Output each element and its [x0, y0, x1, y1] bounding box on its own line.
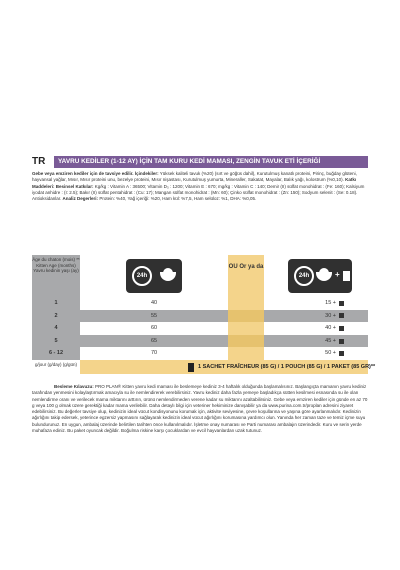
feeding-guide-label: Besleme Kılavuzu: [54, 384, 94, 389]
or-label: OU Or ya da [228, 255, 264, 297]
pouch-icon [339, 339, 344, 344]
mixed-amount-cell: 40 + [325, 325, 336, 332]
mixed-amount-cell: 45 + [325, 337, 336, 344]
mixed-food-pictogram [288, 259, 352, 293]
ingredients-label: İçindekiler: [134, 171, 159, 176]
dry-amount-cell: 55 [150, 312, 158, 319]
bowl-icon [160, 272, 176, 281]
clock-icon: 24h [294, 266, 314, 286]
pouch-icon [343, 271, 350, 281]
table-row [32, 335, 368, 348]
mixed-amount-cell: 30 + [325, 312, 336, 319]
product-title: YAVRU KEDİLER (1-12 AY) İÇİN TAM KURU KEDİ MAMASI, ZENGİN TAVUK ETİ İÇERİĞİ [54, 156, 368, 168]
pouch-icon [339, 351, 344, 356]
table-row [32, 310, 368, 323]
ingredients-lead: Gebe veya emziren kediler için de tavsiye edilir. [32, 171, 134, 176]
mixed-amount-cell: 15 + [325, 300, 336, 306]
product-header [32, 156, 368, 168]
age-cell: 6 - 12 [32, 347, 80, 360]
additives-text: Kg/kg : Vitamin A : 36500; Vitamin D₃ : 1200; Vitamin E : 670; mg/kg : Vitamin C : 140; Demir (II) sülfat monohidrat : (Fe: 160); Kalsiyum iyodat anhidre : (I: 2.5); Bakır (II) sülfat pentahidrat : (Cu: 17); Mangan sülfat monohidrat : (Mn: 60); Çinko sülfat monohidrat : (Zn: 150); Sodyum selenit : (Se: 0.18). [32, 183, 365, 195]
age-cell: 4 [32, 322, 80, 335]
age-cell: 1 [32, 297, 80, 310]
mixed-header [264, 255, 368, 297]
language-code: TR [32, 156, 46, 167]
additives-label: Katkı Maddeleri: Besinsel Katkılar: [32, 177, 357, 189]
analysis-text: Protein: %40, Yağ içeriği: %20, Ham kül: %7,5, Ham selüloz: %1, DHA: %0,05. [99, 196, 257, 202]
pouch-icon [339, 301, 344, 306]
table-row [32, 322, 368, 335]
age-column-header: Âge du chaton (mois) ** Kitten Age (months) Yavru kedinin yaşı (ay) [32, 255, 80, 297]
age-cell: 5 [54, 337, 58, 344]
dry-amount-cell: 40 [150, 300, 158, 306]
pouch-icon [339, 313, 344, 318]
table-row [32, 347, 368, 360]
plus-icon: + [335, 270, 340, 279]
pouch-icon [188, 363, 194, 372]
clock-icon: 24h [132, 266, 152, 286]
sachet-text: 1 SACHET FRAÎCHEUR (85 G) / 1 POUCH (85 G) / 1 PAKET (85 GR)** [198, 364, 376, 370]
analysis-label: Analiz Degerleri: [62, 196, 99, 202]
antioxidants-label: Antioksidanlar. [32, 196, 62, 202]
dry-amount-cell: 70 [150, 350, 158, 357]
dry-amount-cell: 65 [150, 337, 158, 344]
feeding-guide-text: PRO PLAN® Kitten yavru kedi maması ile beslemeye kediniz 3-4 haftalık olduğunda başlamalısınız. Başlangıçta mamanın yavru kediniz tarafından yenmesini kolaylaştırmak amacıyla su ile nemlendirerek verebilirsiniz. Yavru kediniz daha fazla yemeye başladıkça sütten kesilmesi esnasında su ile olan nemlendirme oranı ve verilecek mama miktarını arttırın, ürünü nemlendirmeden verene kadar su miktarını azaltabilirsiniz. Gebe veya emziren kediler için günde en az 70 g veya 100 g olmak üzere gerektiği kadar mama verilebilir. Daha detaylı bilgi için veteriner hekiminize danışabilir ya da www.purina.com.tr/proplan adresini ziyaret edebilirsiniz. Bu değerler tavsiye olup, kedinizin ideal vücut kondisyonunu korumak için, aktivite seviyesine, çevre koşullarına ve yaşına göre ayarlanmalıdır. Kedinizin ağırlığını takip edersek, yeterince egzersiz yapmasını sağlayarak kedinizin ideal vücut ağırlığını korumasına yardımcı olun. Yanında her zaman taze ve temiz içme suyu bulundurunuz. En uygun, ambalaj üzerinde belirtilen tarihten önce kullanılmalıdır. İşletme onay numarası ve Parti numarası ambalajın üzerindedir. Kuru ve serin yerde muhafaza ediniz. Bu paket oyuncak değildir. Boğulma riskine karşı çocuklardan ve evcil hayvanlardan uzak tutunuz. [32, 384, 368, 434]
ingredients-block [32, 171, 368, 202]
dry-only-header [80, 255, 228, 297]
feeding-table [32, 255, 376, 370]
bowl-icon [316, 272, 332, 281]
table-row [32, 297, 368, 310]
unit-label: g/jour (g/day) (g/gün) [32, 360, 80, 374]
feeding-guide [32, 384, 368, 434]
mixed-amount-cell: 50 + [325, 350, 336, 357]
ingredients-text: Yüksek kaliteli tavuk (%20) (sırt ve göğüs dahil), Kurutulmuş kanatlı proteini, Pirinç, buğday glüteni, hayvansal yağlar, Mısır, Mısır proteini unu, bezelye proteini, Mısır nişastası, Kurutulmuş yumurta, Mineraller, Sakatat, Mayalar, Balık yağı, kolostrum (%0,10). [32, 171, 357, 183]
age-cell: 2 [54, 312, 58, 319]
sachet-band [80, 360, 376, 374]
dry-food-pictogram [126, 259, 182, 293]
dry-amount-cell: 60 [150, 325, 158, 332]
pouch-icon [339, 326, 344, 331]
sachet-row [32, 360, 376, 374]
